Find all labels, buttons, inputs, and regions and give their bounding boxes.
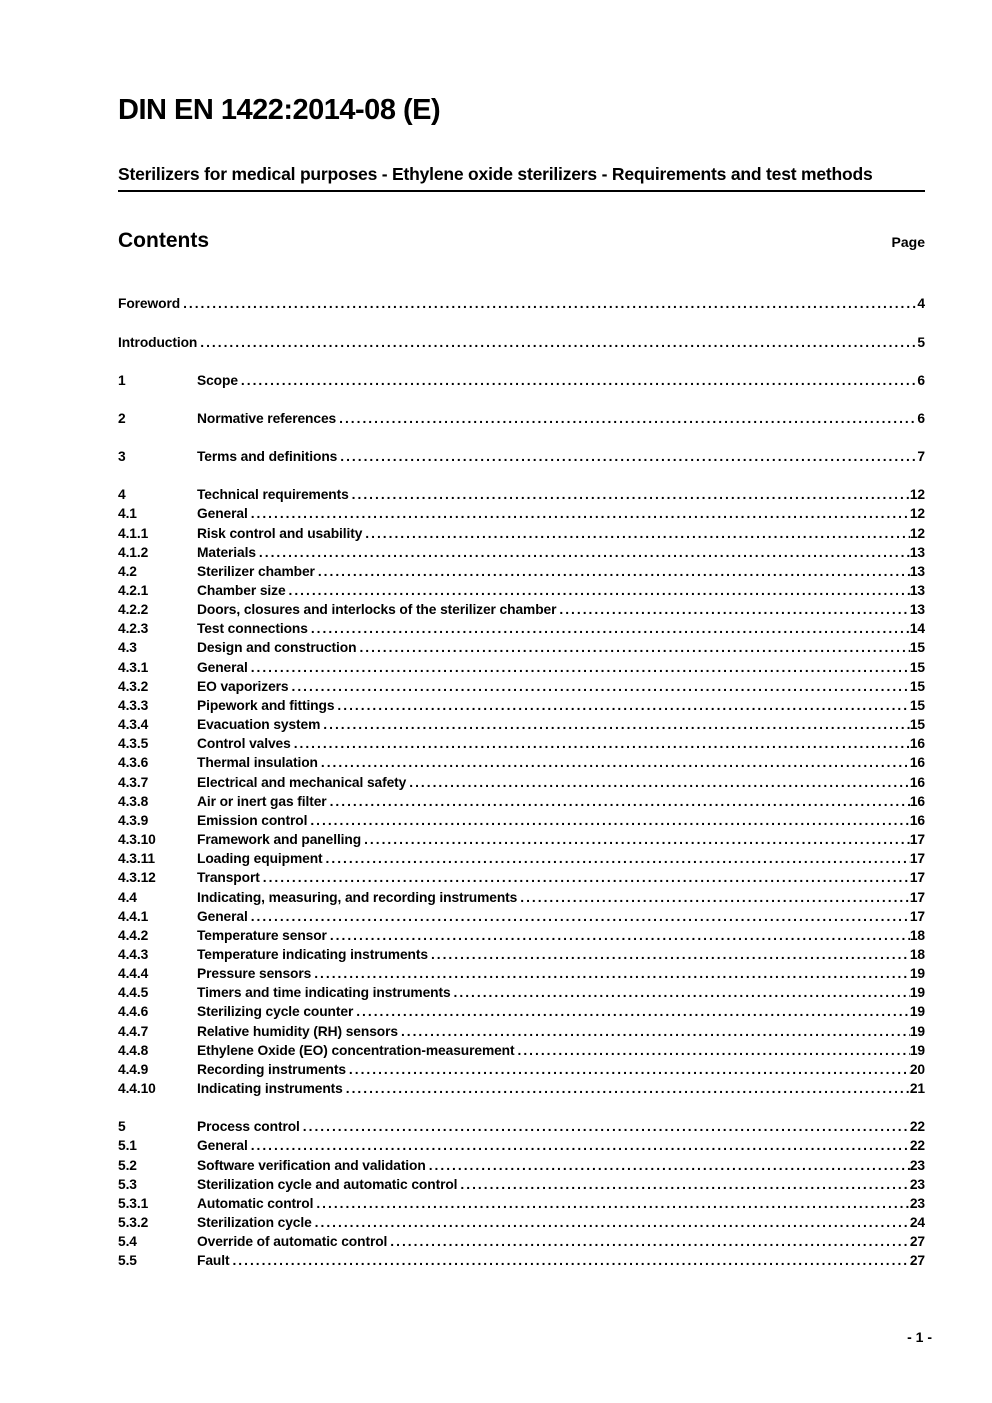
toc-entry <box>118 447 925 466</box>
toc-entry-number: 5.3.1 <box>118 1195 149 1211</box>
toc-entry <box>118 371 925 390</box>
toc-entry <box>118 409 925 428</box>
toc-entry <box>118 1156 925 1175</box>
toc-entry-page: 15 <box>909 717 925 733</box>
toc-entry <box>118 715 925 734</box>
toc-entry-title: Materials <box>197 544 256 560</box>
toc-entry-page: 22 <box>909 1119 925 1135</box>
toc-dot-leader <box>429 1156 910 1175</box>
toc-entry-number: 4 <box>118 487 126 503</box>
toc-entry-title: Override of automatic control <box>197 1234 388 1250</box>
toc-entry-title: Introduction <box>118 334 198 350</box>
toc-entry-number: 4.3.2 <box>118 678 149 694</box>
toc-entry-number: 4.4.2 <box>118 927 149 943</box>
toc-dot-leader <box>346 1079 910 1098</box>
toc-entry-title: Framework and panelling <box>197 832 362 848</box>
toc-entry <box>118 983 925 1002</box>
toc-dot-leader <box>259 543 910 562</box>
toc-entry-number: 4.3.8 <box>118 793 149 809</box>
toc-entry <box>118 619 925 638</box>
toc-dot-leader <box>337 696 909 715</box>
toc-entry <box>118 849 925 868</box>
toc-entry-page: 20 <box>909 1061 925 1077</box>
toc-dot-leader <box>183 294 917 313</box>
toc-entry <box>118 1041 925 1060</box>
toc-dot-leader <box>232 1251 909 1270</box>
toc-entry <box>118 677 925 696</box>
toc-entry-number: 4.3.10 <box>118 832 156 848</box>
toc-entry <box>118 926 925 945</box>
toc-dot-leader <box>241 371 918 390</box>
toc-entry <box>118 1060 925 1079</box>
toc-entry-page: 19 <box>909 1023 925 1039</box>
toc-entry-page: 5 <box>917 334 925 350</box>
toc-entry <box>118 1232 925 1251</box>
toc-entry-title: Process control <box>197 1119 300 1135</box>
document-title: Sterilizers for medical purposes - Ethylene oxide sterilizers - Requirements and test methods <box>118 163 925 192</box>
toc-entry-number: 4.4.6 <box>118 1004 149 1020</box>
toc-entry-number: 4.3.6 <box>118 755 149 771</box>
toc-entry-title: General <box>197 1138 248 1154</box>
toc-dot-leader <box>321 753 910 772</box>
toc-entry-title: General <box>197 659 248 675</box>
toc-entry <box>118 888 925 907</box>
toc-entry <box>118 543 925 562</box>
toc-dot-leader <box>520 888 910 907</box>
toc-entry-title: Technical requirements <box>197 487 349 503</box>
toc-entry-title: Timers and time indicating instruments <box>197 985 451 1001</box>
toc-entry <box>118 504 925 523</box>
toc-entry-number: 3 <box>118 449 126 465</box>
toc-entry-page: 15 <box>909 697 925 713</box>
toc-entry <box>118 485 925 504</box>
toc-entry-page: 23 <box>909 1157 925 1173</box>
toc-entry-number: 4.4.3 <box>118 946 149 962</box>
toc-entry <box>118 1079 925 1098</box>
toc-entry-page: 13 <box>909 602 925 618</box>
toc-entry-page: 17 <box>909 851 925 867</box>
toc-entry-title: Sterilizing cycle counter <box>197 1004 354 1020</box>
toc-entry-number: 4.2.1 <box>118 583 149 598</box>
toc-entry-title: Indicating instruments <box>197 1081 343 1097</box>
toc-dot-leader <box>365 524 910 543</box>
toc-entry-title: Recording instruments <box>197 1061 346 1077</box>
toc-entry <box>118 658 925 677</box>
toc-entry <box>118 907 925 926</box>
toc-dot-leader <box>251 504 910 523</box>
toc-entry-number: 4.3.4 <box>118 717 149 733</box>
toc-entry-title: Indicating, measuring, and recording instruments <box>197 889 518 905</box>
toc-entry <box>118 964 925 983</box>
toc-dot-leader <box>263 868 910 887</box>
toc-entry-title: Software verification and validation <box>197 1157 426 1173</box>
toc-entry-number: 4.3.7 <box>118 774 149 790</box>
toc-entry <box>118 696 925 715</box>
toc-entry <box>118 1194 925 1213</box>
toc-entry <box>118 524 925 543</box>
toc-entry-number: 5 <box>118 1119 126 1135</box>
toc-entry-page: 17 <box>909 832 925 848</box>
toc-entry-page: 23 <box>909 1195 925 1211</box>
toc-entry-number: 4.1.2 <box>118 544 149 560</box>
toc-entry <box>118 1213 925 1232</box>
toc-entry-page: 16 <box>909 736 925 752</box>
toc-entry <box>118 734 925 753</box>
toc-dot-leader <box>352 485 910 504</box>
toc-dot-leader <box>316 1194 910 1213</box>
toc-entry-number: 5.2 <box>118 1157 137 1173</box>
toc-dot-leader <box>251 658 910 677</box>
toc-entry-page: 7 <box>917 449 925 465</box>
toc-entry <box>118 1251 925 1270</box>
toc-dot-leader <box>330 792 910 811</box>
toc-entry-page: 13 <box>909 563 925 579</box>
toc-entry-title: Normative references <box>197 410 337 426</box>
toc-entry-page: 27 <box>909 1234 925 1250</box>
toc-entry-title: Air or inert gas filter <box>197 793 327 809</box>
page-column-label: Page <box>891 234 925 251</box>
toc-dot-leader <box>292 677 910 696</box>
toc-dot-leader <box>323 715 910 734</box>
toc-entry-page: 15 <box>909 678 925 694</box>
toc-entry-title: Loading equipment <box>197 851 323 867</box>
toc-entry-title: Thermal insulation <box>197 755 318 771</box>
toc-entry <box>118 868 925 887</box>
toc-entry-page: 4 <box>917 296 925 312</box>
toc-entry-page: 19 <box>909 1042 925 1058</box>
toc-entry-number: 4.4 <box>118 889 137 905</box>
toc-entry-title: Terms and definitions <box>197 449 338 465</box>
toc-group <box>118 294 925 313</box>
toc-entry-title: Transport <box>197 870 260 886</box>
toc-entry-page: 16 <box>909 755 925 771</box>
toc-entry-page: 12 <box>909 525 925 541</box>
toc-entry <box>118 1022 925 1041</box>
toc-entry-title: Pipework and fittings <box>197 697 335 713</box>
toc-dot-leader <box>431 945 910 964</box>
toc-entry-number: 5.3 <box>118 1176 137 1192</box>
toc-entry-number: 1 <box>118 372 126 388</box>
toc-entry-page: 6 <box>917 372 925 388</box>
toc-entry <box>118 773 925 792</box>
toc-entry-title: Pressure sensors <box>197 966 312 982</box>
toc-entry-page: 13 <box>909 544 925 560</box>
toc-entry <box>118 1175 925 1194</box>
toc-entry-number: 4.3.9 <box>118 812 149 828</box>
toc-dot-leader <box>251 1136 910 1155</box>
toc-entry-title: Temperature sensor <box>197 927 327 943</box>
document-number-title: DIN EN 1422:2014-08 (E) <box>118 94 441 126</box>
toc-entry <box>118 1002 925 1021</box>
toc-entry-title: General <box>197 908 248 924</box>
toc-dot-leader <box>200 333 917 352</box>
toc-entry-page: 17 <box>909 889 925 905</box>
toc-entry-title: Scope <box>197 372 238 388</box>
toc-entry <box>118 294 925 313</box>
toc-entry-page: 13 <box>909 583 925 598</box>
toc-entry-number: 4.3.5 <box>118 736 149 752</box>
toc-dot-leader <box>318 562 910 581</box>
toc-entry-title: Electrical and mechanical safety <box>197 774 407 790</box>
toc-dot-leader <box>311 619 910 638</box>
contents-header-bar <box>118 229 925 253</box>
toc-entry-page: 17 <box>909 908 925 924</box>
toc-entry-page: 15 <box>909 659 925 675</box>
toc-entry-title: Relative humidity (RH) sensors <box>197 1023 398 1039</box>
toc-dot-leader <box>401 1022 910 1041</box>
toc-entry-number: 4.4.8 <box>118 1042 149 1058</box>
toc-entry-number: 4.1.1 <box>118 525 149 541</box>
toc-entry <box>118 638 925 657</box>
toc-entry-title: Automatic control <box>197 1195 314 1211</box>
page-number-footer: - 1 - <box>907 1329 932 1345</box>
toc-entry-title: Evacuation system <box>197 717 321 733</box>
toc-entry <box>118 811 925 830</box>
toc-group <box>118 333 925 352</box>
toc-entry-page: 12 <box>909 506 925 522</box>
toc-entry-title: Test connections <box>197 621 308 637</box>
toc-entry-number: 4.4.1 <box>118 908 149 924</box>
toc-entry-number: 5.5 <box>118 1253 137 1269</box>
toc-entry-title: Ethylene Oxide (EO) concentration-measurement <box>197 1042 515 1058</box>
toc-entry-title: EO vaporizers <box>197 678 289 694</box>
toc-entry-number: 5.1 <box>118 1138 137 1154</box>
toc-dot-leader <box>460 1175 909 1194</box>
toc-entry-number: 4.4.7 <box>118 1023 149 1039</box>
toc-entry-page: 24 <box>909 1215 925 1230</box>
toc-dot-leader <box>326 849 910 868</box>
toc-entry <box>118 581 925 600</box>
toc-dot-leader <box>359 638 909 657</box>
toc-dot-leader <box>310 811 910 830</box>
toc-entry-page: 6 <box>917 410 925 426</box>
toc-dot-leader <box>303 1117 910 1136</box>
contents-heading: Contents <box>118 229 209 253</box>
toc-entry-title: Sterilization cycle <box>197 1215 312 1230</box>
toc-entry-page: 22 <box>909 1138 925 1154</box>
toc-entry-page: 18 <box>909 927 925 943</box>
toc-entry-number: 4.3.3 <box>118 697 149 713</box>
toc-entry-title: Sterilizer chamber <box>197 563 315 579</box>
toc-entry-number: 4.2.3 <box>118 621 149 637</box>
toc-entry-title: Emission control <box>197 812 308 828</box>
toc-dot-leader <box>315 1213 910 1232</box>
toc-dot-leader <box>314 964 910 983</box>
toc-entry-page: 27 <box>909 1253 925 1269</box>
toc-entry-number: 5.4 <box>118 1234 137 1250</box>
toc-entry-title: Control valves <box>197 736 291 752</box>
toc-group <box>118 447 925 466</box>
toc-dot-leader <box>294 734 910 753</box>
toc-entry-number: 4.3.12 <box>118 870 156 886</box>
toc-entry-number: 4.4.9 <box>118 1061 149 1077</box>
toc-entry-page: 23 <box>909 1176 925 1192</box>
toc-entry-title: Design and construction <box>197 640 357 656</box>
toc-entry-page: 18 <box>909 946 925 962</box>
toc-dot-leader <box>356 1002 910 1021</box>
toc-entry-page: 21 <box>909 1081 925 1097</box>
toc-entry <box>118 562 925 581</box>
toc-entry-title: Risk control and usability <box>197 525 363 541</box>
toc-entry-title: General <box>197 506 248 522</box>
toc-group <box>118 485 925 1098</box>
toc-entry-title: Doors, closures and interlocks of the sterilizer chamber <box>197 602 557 618</box>
toc-entry <box>118 753 925 772</box>
toc-dot-leader <box>340 447 917 466</box>
toc-entry-page: 19 <box>909 985 925 1001</box>
toc-entry-number: 4.2.2 <box>118 602 149 618</box>
toc-entry-title: Temperature indicating instruments <box>197 946 428 962</box>
toc-dot-leader <box>364 830 910 849</box>
toc-entry-page: 16 <box>909 812 925 828</box>
toc-entry <box>118 600 925 619</box>
toc-entry <box>118 792 925 811</box>
toc-dot-leader <box>339 409 917 428</box>
toc-entry-title: Foreword <box>118 296 181 312</box>
toc-group <box>118 1117 925 1270</box>
toc-entry-number: 4.3.11 <box>118 851 155 867</box>
toc-entry-number: 4.4.4 <box>118 966 149 982</box>
toc-entry-title: Sterilization cycle and automatic control <box>197 1176 458 1192</box>
toc-entry-page: 16 <box>909 793 925 809</box>
toc-entry-number: 4.4.10 <box>118 1081 156 1097</box>
toc-entry-number: 2 <box>118 410 126 426</box>
toc-entry-number: 4.3.1 <box>118 659 149 675</box>
toc-dot-leader <box>454 983 910 1002</box>
toc-entry-page: 14 <box>909 621 925 637</box>
toc-entry-number: 5.3.2 <box>118 1215 149 1230</box>
toc-entry-number: 4.2 <box>118 563 137 579</box>
toc-entry <box>118 1136 925 1155</box>
toc-entry-page: 12 <box>909 487 925 503</box>
toc-dot-leader <box>409 773 910 792</box>
toc-dot-leader <box>289 581 910 600</box>
toc-entry-page: 15 <box>909 640 925 656</box>
toc-entry-page: 19 <box>909 966 925 982</box>
toc-dot-leader <box>330 926 910 945</box>
toc-group <box>118 371 925 390</box>
toc-dot-leader <box>390 1232 910 1251</box>
toc-entry <box>118 333 925 352</box>
toc-entry <box>118 945 925 964</box>
toc-group <box>118 409 925 428</box>
toc-entry-page: 17 <box>909 870 925 886</box>
toc-entry-page: 16 <box>909 774 925 790</box>
toc-entry-title: Fault <box>197 1253 230 1269</box>
toc-dot-leader <box>251 907 910 926</box>
toc-dot-leader <box>349 1060 910 1079</box>
toc-entry-number: 4.1 <box>118 506 137 522</box>
toc-entry-page: 19 <box>909 1004 925 1020</box>
toc-dot-leader <box>518 1041 910 1060</box>
toc-entry <box>118 1117 925 1136</box>
toc-entry-title: Chamber size <box>197 583 286 598</box>
toc-entry <box>118 830 925 849</box>
table-of-contents <box>118 294 925 1270</box>
toc-dot-leader <box>559 600 909 619</box>
toc-entry-number: 4.4.5 <box>118 985 149 1001</box>
toc-entry-number: 4.3 <box>118 640 137 656</box>
